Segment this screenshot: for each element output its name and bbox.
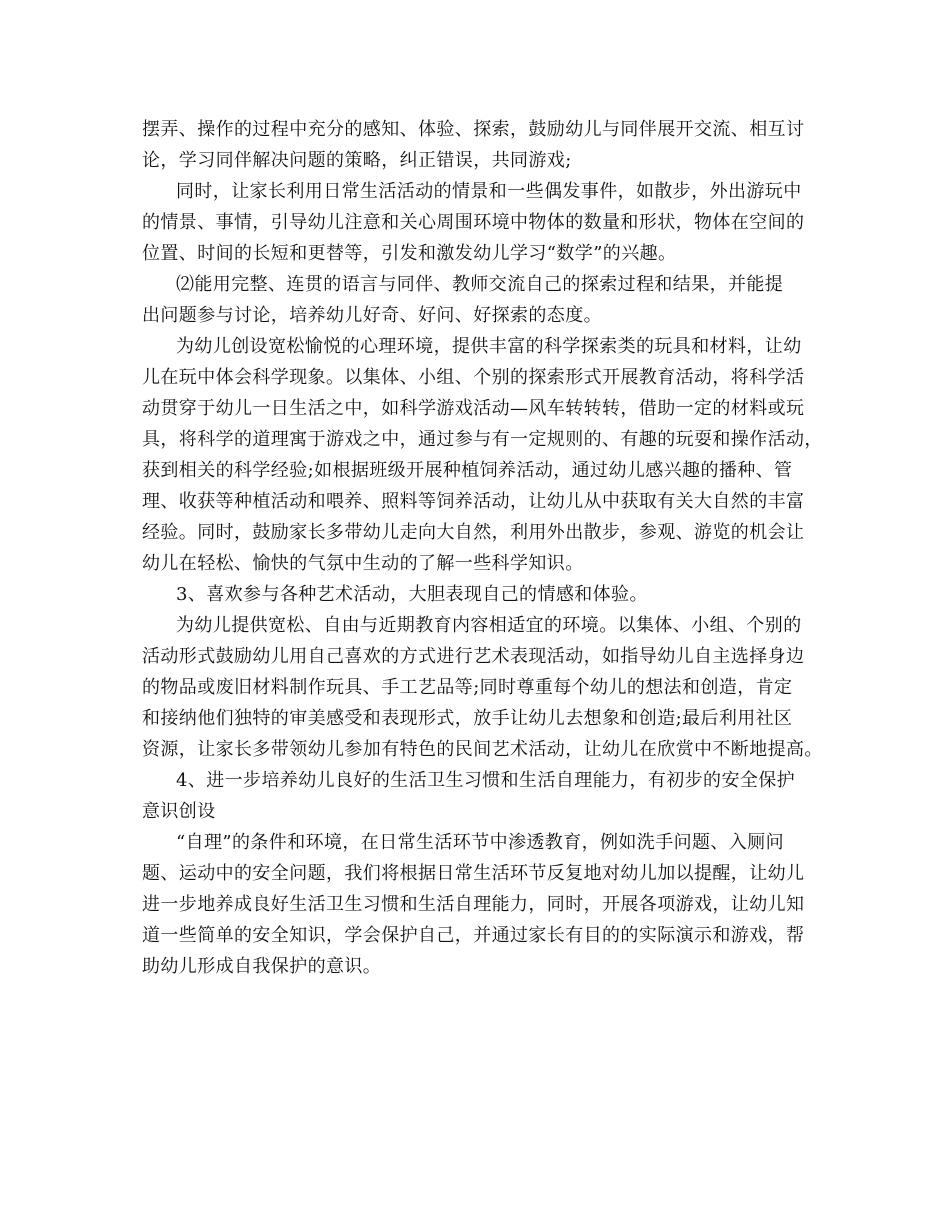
text-line: 具，将科学的道理寓于游戏之中，通过参与有一定规则的、有趣的玩耍和操作活动， [142,429,823,450]
text-line: 进一步地养成良好生活卫生习惯和生活自理能力，同时，开展各项游戏，让幼儿知 [142,894,805,915]
text-line: 助幼儿形成自我保护的意识。 [142,956,382,977]
text-line: 资源，让家长多带领幼儿参加有特色的民间艺术活动，让幼儿在欣赏中不断地提高。 [142,739,823,760]
document-body [142,114,822,982]
text-line: 动贯穿于幼儿一日生活之中，如科学游戏活动—风车转转转，借助一定的材料或玩 [142,398,805,419]
text-line: 获到相关的科学经验;如根据班级开展种植饲养活动，通过幼儿感兴趣的播种、管 [142,460,793,481]
text-line: 活动形式鼓励幼儿用自己喜欢的方式进行艺术表现活动，如指导幼儿自主选择身边 [142,646,805,667]
text-line: 题、运动中的安全问题，我们将根据日常生活环节反复地对幼儿加以提醒，让幼儿 [142,863,805,884]
text-line: 出问题参与讨论，培养幼儿好奇、好问、好探索的态度。 [142,305,602,326]
text-line: “自理”的条件和环境，在日常生活环节中渗透教育，例如洗手问题、入厕问 [176,832,785,853]
text-line: 摆弄、操作的过程中充分的感知、体验、探索，鼓励幼儿与同伴展开交流、相互讨 [142,119,805,140]
text-line: 的物品或废旧材料制作玩具、手工艺品等;同时尊重每个幼儿的想法和创造，肯定 [142,677,793,698]
text-line: ⑵能用完整、连贯的语言与同伴、教师交流自己的探索过程和结果，并能提 [176,274,784,295]
text-line: 同时，让家长利用日常生活活动的情景和一些偶发事件，如散步，外出游玩中 [176,181,802,202]
text-line: 和接纳他们独特的审美感受和表现形式，放手让幼儿去想象和创造;最后利用社区 [142,708,793,729]
text-line: 经验。同时，鼓励家长多带幼儿走向大自然，利用外出散步，参观、游览的机会让 [142,522,805,543]
text-line: 4、进一步培养幼儿良好的生活卫生习惯和生活自理能力，有初步的安全保护 [176,770,796,791]
text-line: 意识创设 [142,801,216,822]
text-line: 的情景、事情，引导幼儿注意和关心周围环境中物体的数量和形状，物体在空间的 [142,212,805,233]
text-line: 幼儿在轻松、愉快的气氛中生动的了解一些科学知识。 [142,553,584,574]
text-line: 为幼儿创设宽松愉悦的心理环境，提供丰富的科学探索类的玩具和材料，让幼 [176,336,802,357]
text-line: 论，学习同伴解决问题的策略，纠正错误，共同游戏; [142,150,572,171]
text-line: 位置、时间的长短和更替等，引发和激发幼儿学习“数学”的兴趣。 [142,243,677,264]
text-line: 理、收获等种植活动和喂养、照料等饲养活动，让幼儿从中获取有关大自然的丰富 [142,491,805,512]
text-line: 3、喜欢参与各种艺术活动，大胆表现自己的情感和体验。 [176,584,648,605]
text-line: 儿在玩中体会科学现象。以集体、小组、个别的探索形式开展教育活动，将科学活 [142,367,805,388]
text-line: 道一些简单的安全知识，学会保护自己，并通过家长有目的的实际演示和游戏，帮 [142,925,805,946]
text-line: 为幼儿提供宽松、自由与近期教育内容相适宜的环境。以集体、小组、个别的 [176,615,802,636]
